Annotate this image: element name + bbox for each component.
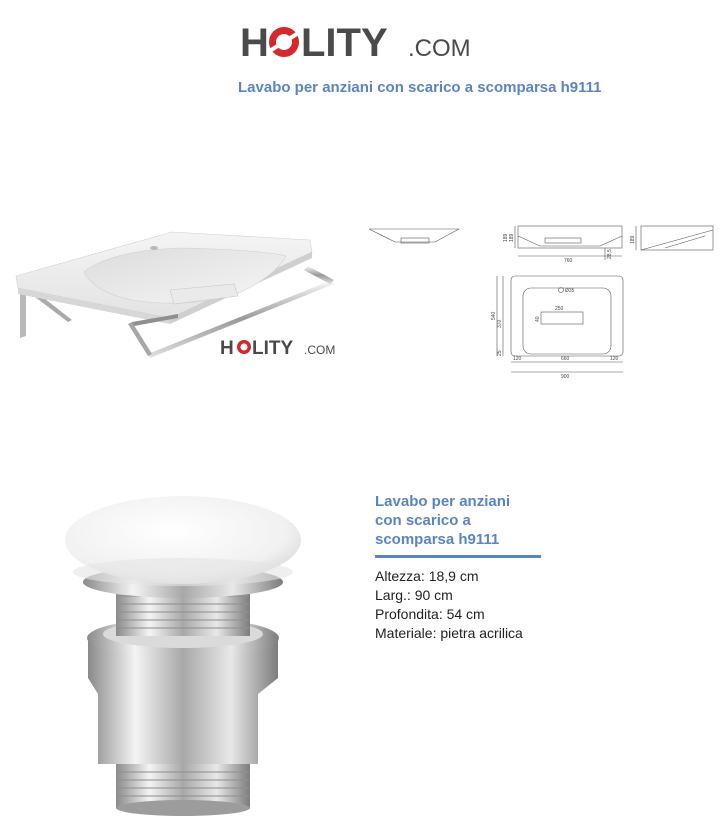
svg-text:LITY: LITY [252, 338, 294, 358]
right-view-drawing [636, 226, 713, 250]
svg-text:40: 40 [535, 316, 541, 322]
spec-depth: Profondita: 54 cm [375, 606, 485, 622]
svg-text:189: 189 [503, 233, 509, 242]
svg-text:25: 25 [497, 350, 503, 356]
side-view-drawing [369, 229, 459, 243]
svg-text:900: 900 [561, 374, 570, 380]
front-view-drawing [515, 226, 622, 260]
page-title: Lavabo per anziani con scarico a scomparsa h9111 [238, 79, 602, 96]
sink-watermark-logo [220, 338, 335, 358]
svg-text:H: H [220, 338, 234, 358]
svg-text:.COM: .COM [304, 343, 336, 357]
holity-logo[interactable] [238, 18, 488, 66]
logo-letter-h: H [240, 21, 269, 65]
svg-text:540: 540 [491, 311, 497, 320]
spec-width: Larg.: 90 cm [375, 587, 453, 603]
svg-text:370: 370 [497, 319, 503, 328]
spec-panel [375, 492, 575, 643]
spec-list [375, 567, 575, 643]
technical-drawings [365, 212, 717, 380]
svg-text:760: 760 [564, 258, 573, 264]
svg-text:120: 120 [610, 356, 619, 362]
svg-text:660: 660 [561, 356, 570, 362]
sink-product-image [12, 226, 350, 358]
svg-text:250: 250 [555, 306, 564, 312]
spec-title: Lavabo per anziani con scarico a scomparsa h9111 [375, 493, 511, 548]
spec-height: Altezza: 18,9 cm [375, 568, 479, 584]
svg-text:Ø35: Ø35 [565, 288, 575, 294]
svg-text:120: 120 [513, 356, 522, 362]
svg-text:189: 189 [509, 233, 515, 242]
svg-text:28,5: 28,5 [607, 249, 613, 259]
logo-domain-suffix: .COM [408, 35, 471, 62]
spec-material: Materiale: pietra acrilica [375, 625, 523, 641]
logo-o-icon [268, 27, 300, 57]
drain-product-image [58, 488, 308, 820]
logo-letters-lity: LITY [301, 21, 388, 65]
svg-text:189: 189 [630, 235, 636, 244]
spec-divider [375, 555, 541, 558]
